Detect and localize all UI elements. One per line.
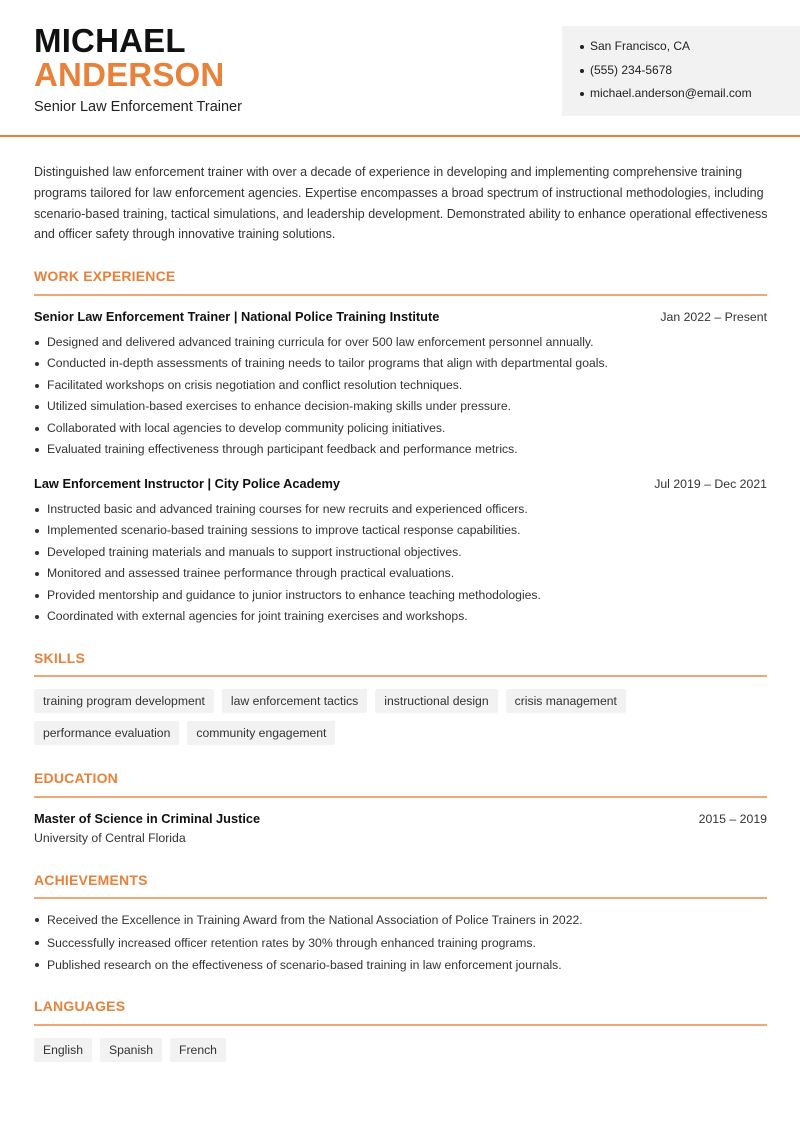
- section-divider: [34, 675, 767, 677]
- skill-tag: community engagement: [187, 721, 335, 745]
- candidate-name: [34, 24, 224, 92]
- list-item: Provided mentorship and guidance to junior instructors to enhance teaching methodologies.: [34, 585, 767, 606]
- section-divider: [34, 796, 767, 798]
- skill-tag: performance evaluation: [34, 721, 179, 745]
- section-divider: [34, 897, 767, 899]
- job-role: Senior Law Enforcement Trainer | National Police Training Institute: [34, 309, 440, 324]
- section-title-work-experience: WORK EXPERIENCE: [34, 268, 176, 284]
- contact-box: [562, 26, 800, 116]
- last-name: ANDERSON: [34, 56, 225, 93]
- degree: Master of Science in Criminal Justice: [34, 811, 261, 826]
- list-item: Facilitated workshops on crisis negotiation and conflict resolution techniques.: [34, 375, 767, 396]
- job-entry-header: [34, 476, 767, 491]
- contact-location: San Francisco, CA: [580, 35, 800, 59]
- education-header: [34, 811, 767, 826]
- first-name: MICHAEL: [34, 22, 186, 59]
- section-title-achievements: ACHIEVEMENTS: [34, 872, 148, 888]
- contact-email[interactable]: michael.anderson@email.com: [580, 82, 800, 106]
- job-bullets: [34, 499, 767, 627]
- section-title-skills: SKILLS: [34, 650, 85, 666]
- list-item: Conducted in-depth assessments of training needs to tailor programs that align with departmental goals.: [34, 353, 767, 374]
- contact-phone[interactable]: (555) 234-5678: [580, 59, 800, 83]
- skills-tags: [34, 689, 634, 745]
- list-item: Implemented scenario-based training sessions to improve tactical response capabilities.: [34, 520, 767, 541]
- section-title-education: EDUCATION: [34, 770, 118, 786]
- list-item: Designed and delivered advanced training curricula for over 500 law enforcement personnel annually.: [34, 332, 767, 353]
- job-role: Law Enforcement Instructor | City Police Academy: [34, 476, 341, 491]
- education-dates: 2015 – 2019: [698, 812, 767, 826]
- list-item: Instructed basic and advanced training courses for new recruits and experienced officers.: [34, 499, 767, 520]
- list-item: Coordinated with external agencies for joint training exercises and workshops.: [34, 606, 767, 627]
- job-dates: Jul 2019 – Dec 2021: [654, 477, 767, 491]
- resume-header: [0, 0, 800, 137]
- list-item: Received the Excellence in Training Award from the National Association of Police Trainers in 2022.: [34, 909, 767, 932]
- section-divider: [34, 294, 767, 296]
- list-item: Developed training materials and manuals to support instructional objectives.: [34, 542, 767, 563]
- section-divider: [34, 1024, 767, 1026]
- section-title-languages: LANGUAGES: [34, 998, 126, 1014]
- school-name: University of Central Florida: [34, 831, 186, 845]
- list-item: Published research on the effectiveness of scenario-based training in law enforcement journals.: [34, 954, 767, 977]
- list-item: Evaluated training effectiveness through participant feedback and performance metrics.: [34, 439, 767, 460]
- skill-tag: law enforcement tactics: [222, 689, 367, 713]
- list-item: Utilized simulation-based exercises to enhance decision-making skills under pressure.: [34, 396, 767, 417]
- language-tag: English: [34, 1038, 92, 1062]
- list-item: Successfully increased officer retention rates by 30% through enhanced training programs.: [34, 932, 767, 955]
- summary: Distinguished law enforcement trainer with over a decade of experience in developing and implementing comprehensive training programs tailored for law enforcement agencies. Expertise encompasses a broad spectrum of instructional methodologies, including scenario-based training, tactical simulations, and leadership development. Demonstrated ability to enhance operational effectiveness and officer safety through innovative training solutions.: [34, 165, 768, 242]
- job-entry-header: [34, 309, 767, 324]
- achievements-list: [34, 909, 767, 977]
- job-dates: Jan 2022 – Present: [660, 310, 767, 324]
- job-bullets: [34, 332, 767, 460]
- language-tag: French: [170, 1038, 226, 1062]
- language-tag: Spanish: [100, 1038, 162, 1062]
- skill-tag: crisis management: [506, 689, 626, 713]
- list-item: Collaborated with local agencies to develop community policing initiatives.: [34, 418, 767, 439]
- skill-tag: training program development: [34, 689, 214, 713]
- list-item: Monitored and assessed trainee performance through practical evaluations.: [34, 563, 767, 584]
- languages-tags: [34, 1038, 767, 1062]
- skill-tag: instructional design: [375, 689, 497, 713]
- job-title: Senior Law Enforcement Trainer: [34, 99, 242, 115]
